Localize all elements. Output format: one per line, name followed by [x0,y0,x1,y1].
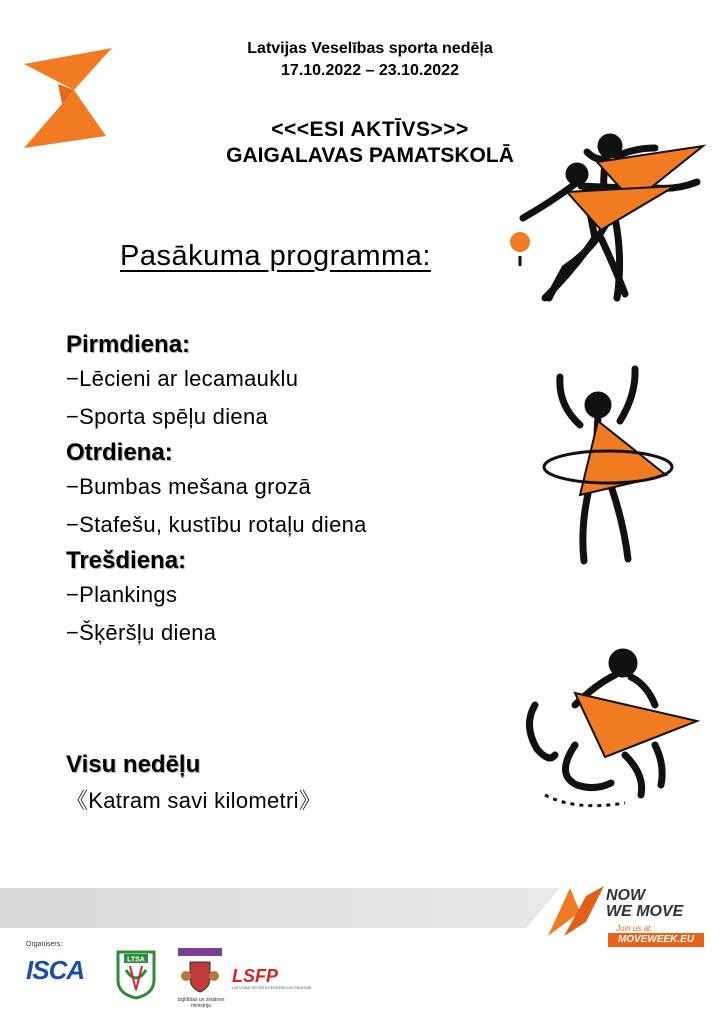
now-we-move-logo [546,882,716,952]
footer-grey-stripe [0,888,560,928]
hula-hoop-illustration-icon [540,365,680,570]
organisers-label: Organisers: [26,941,63,948]
now-we-move-text [606,888,683,920]
all-week-item: 《Katram savi kilometri》 [66,788,322,813]
schedule-item: −Bumbas mešana grozā [66,474,312,499]
header-line-1: Latvijas Veselības sporta nedēļa [247,40,493,57]
join-us-label: Join us at: [616,924,653,933]
now-we-move-line2: WE MOVE [606,903,684,920]
schedule-item: −Lēcieni ar lecamauklu [66,366,299,391]
all-week-label: Visu nedēļu [66,751,201,778]
lisa-shield-logo-icon [116,950,156,1000]
all-week-section [66,750,321,816]
weekly-schedule [66,330,367,652]
lsfp-caption: LATVIJAS SPORTA FEDERĀCIJU PADOME [232,985,312,990]
schedule-day-wednesday: Trešdiena: [66,547,187,574]
schedule-item: −Sporta spēļu diena [66,404,269,429]
schedule-item: −Plankings [66,582,178,607]
isca-logo: ISCA [26,955,85,985]
program-heading: Pasākuma programma: [120,240,431,272]
event-title-school: GAIGALAVAS PAMATSKOLĀ [226,144,514,167]
event-header [150,38,590,82]
now-we-move-arrow-icon [546,882,606,938]
header-dates: 17.10.2022 – 23.10.2022 [281,62,459,79]
event-title-main: <<<ESI AKTĪVS>>> [271,118,469,141]
lsfp-logo: LSFP [232,966,279,986]
now-we-move-line1: NOW [606,887,646,904]
schedule-item: −Stafešu, kustību rotaļu diena [66,512,367,537]
move-week-logo-icon [18,44,116,152]
schedule-item: −Šķēršļu diena [66,620,217,645]
lisa-logo-text: LTSA [127,956,145,964]
ball-players-illustration-icon [505,118,715,318]
crouching-figure-illustration-icon [515,645,715,820]
schedule-day-monday: Pirmdiena: [66,331,191,358]
moveweek-url: MOVEWEEK.EU [608,933,704,947]
schedule-day-tuesday: Otrdiena: [66,439,173,466]
ministry-caption: Izglītības un zinātnes ministrija [177,997,225,1009]
